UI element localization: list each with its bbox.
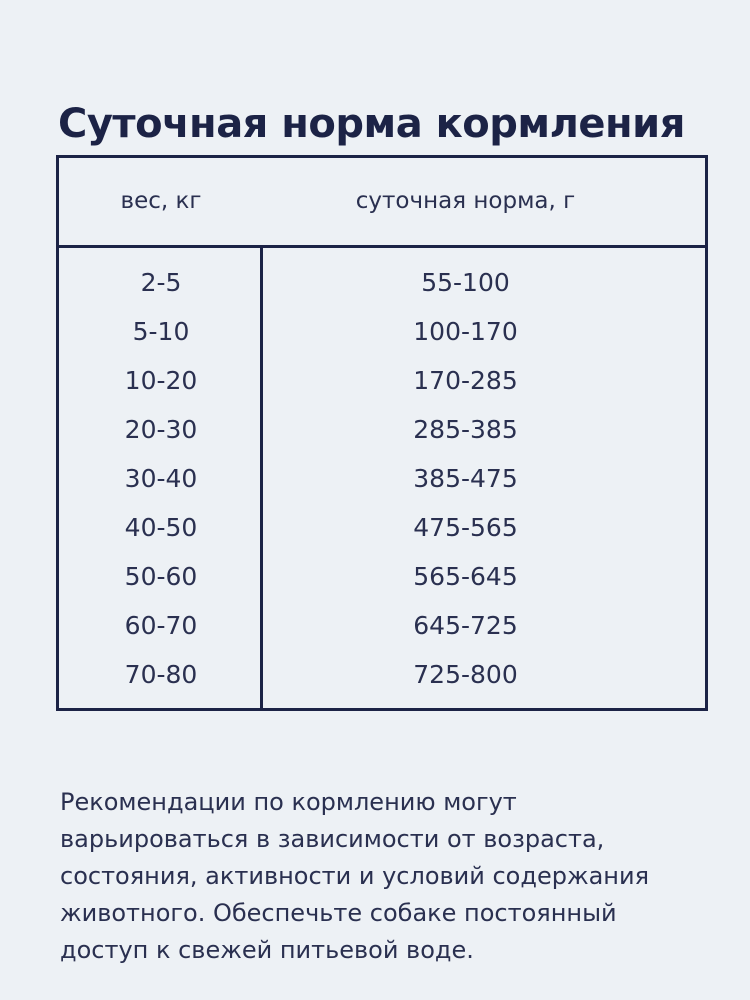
cell-daily-norm: 55-100 (421, 268, 510, 297)
cell-weight: 30-40 (124, 464, 198, 493)
table-row (59, 509, 705, 558)
cell-daily-norm: 645-725 (413, 611, 518, 640)
cell-daily-norm: 170-285 (413, 366, 518, 395)
cell-daily-norm: 725-800 (413, 660, 518, 689)
header-daily-norm: суточная норма, г (355, 188, 576, 214)
table-body (59, 264, 705, 705)
cell-weight: 60-70 (124, 611, 198, 640)
cell-weight: 5-10 (132, 317, 190, 346)
table-row (59, 411, 705, 460)
cell-daily-norm: 100-170 (413, 317, 518, 346)
cell-weight: 70-80 (124, 660, 198, 689)
cell-daily-norm: 385-475 (413, 464, 518, 493)
page-title: Суточная норма кормления (58, 100, 685, 147)
feeding-table (56, 155, 708, 711)
table-row (59, 607, 705, 656)
table-row (59, 558, 705, 607)
cell-daily-norm: 475-565 (413, 513, 518, 542)
cell-weight: 40-50 (124, 513, 198, 542)
table-header (59, 158, 705, 248)
cell-weight: 10-20 (124, 366, 198, 395)
table-row (59, 264, 705, 313)
table-row (59, 362, 705, 411)
cell-weight: 2-5 (140, 268, 182, 297)
table-row (59, 656, 705, 705)
table-row (59, 460, 705, 509)
cell-weight: 50-60 (124, 562, 198, 591)
feeding-note: Рекомендации по кормлению могут варьироваться в зависимости от возраста, состояния, активности и условий содержания животного. Обеспечьте собаке постоянный доступ к свежей питьевой воде. (60, 788, 650, 964)
header-weight: вес, кг (120, 188, 202, 214)
cell-daily-norm: 285-385 (413, 415, 518, 444)
table-row (59, 313, 705, 362)
cell-daily-norm: 565-645 (413, 562, 518, 591)
cell-weight: 20-30 (124, 415, 198, 444)
